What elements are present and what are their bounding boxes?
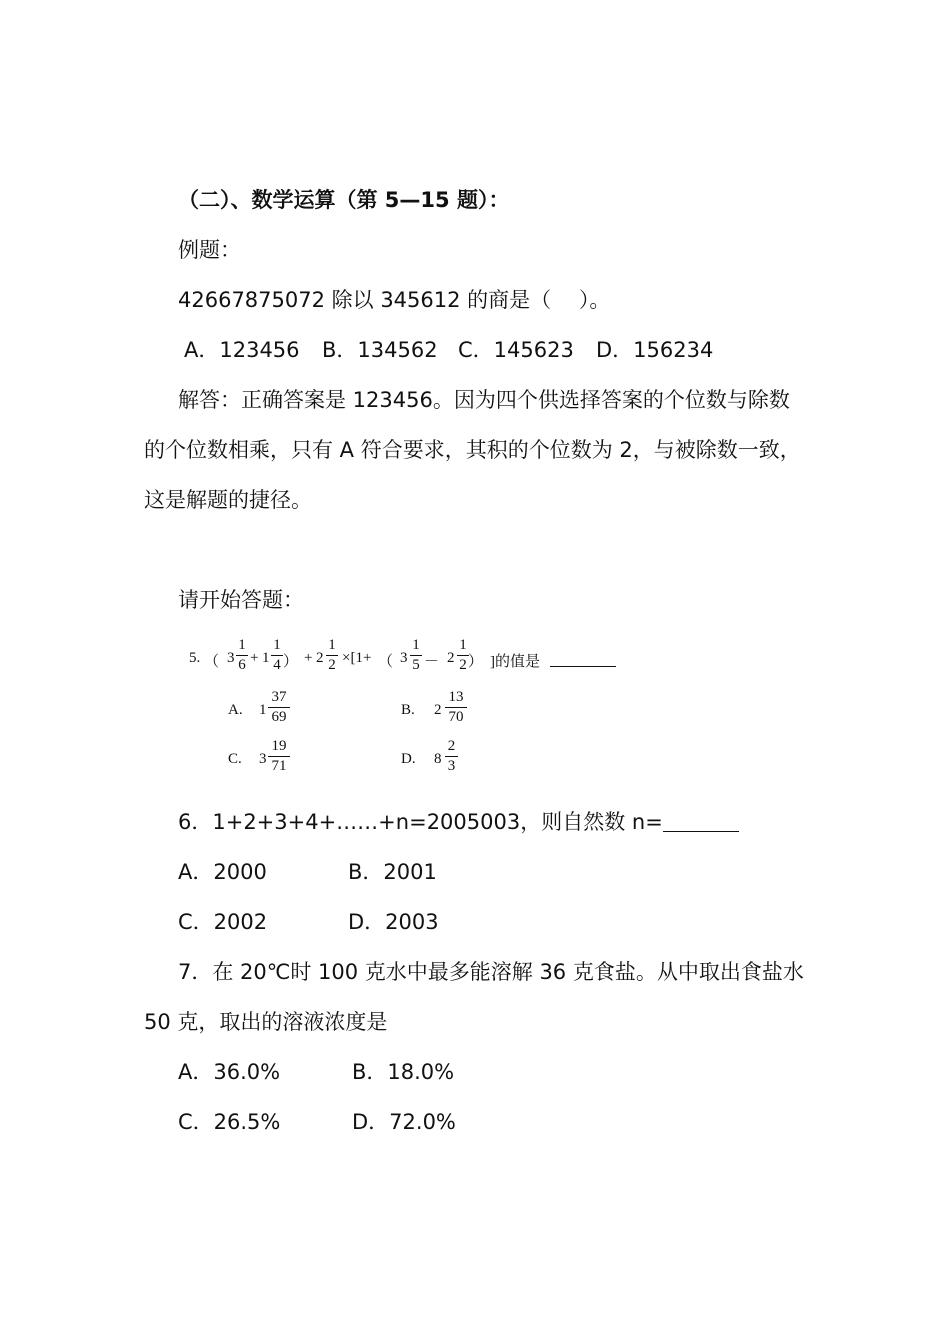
q6-option-d: D．2003	[348, 910, 439, 934]
q7-option-a: A．36.0%	[178, 1060, 281, 1084]
q7-line-2: 50 克，取出的溶液浓度是	[144, 1010, 388, 1034]
q7-line-1: 7．在 20℃时 100 克水中最多能溶解 36 克食盐。从中取出食盐水	[178, 960, 804, 984]
q5-paren-close-2: ）	[468, 654, 484, 670]
start-prompt: 请开始答题：	[178, 588, 304, 612]
q6-answer-blank	[663, 811, 739, 832]
answer-line-3: 这是解题的捷径。	[144, 488, 312, 512]
example-option-c: C．145623	[458, 338, 574, 362]
answer-line-2: 的个位数相乘，只有 A 符合要求，其积的个位数为 2，与被除数一致，	[144, 438, 801, 462]
q5-whole-5: 2	[447, 650, 455, 666]
q5-times: ×[1+	[342, 650, 372, 666]
q5-option-b-fraction: 13 70	[445, 689, 467, 726]
q5-option-d-whole: 8	[434, 751, 442, 767]
q5-plus-1: +	[250, 650, 259, 666]
q5-option-a-whole: 1	[259, 702, 267, 718]
q5-plus-2: +	[304, 650, 313, 666]
q5-option-c-whole: 3	[259, 751, 267, 767]
q5-option-c-fraction: 19 71	[268, 738, 290, 775]
q5-fraction-1: 1 6	[236, 637, 248, 674]
q5-whole-3: 2	[316, 650, 324, 666]
q5-option-d-fraction: 2 3	[445, 738, 458, 775]
example-option-b: B．134562	[322, 338, 438, 362]
q5-minus: －	[424, 654, 440, 670]
q5-fraction-5: 1 2	[457, 637, 469, 674]
q5-paren-close: ）	[283, 654, 299, 670]
q5-fraction-2: 1 4	[271, 637, 283, 674]
section-heading: （二）、数学运算（第 5—15 题）：	[178, 188, 510, 212]
q5-option-d-label: D.	[401, 751, 416, 767]
q5-whole-1: 3	[227, 650, 235, 666]
q5-fraction-4: 1 5	[410, 637, 422, 674]
q5-number: 5.	[189, 650, 201, 666]
example-label: 例题：	[178, 238, 241, 262]
q6-option-c: C．2002	[178, 910, 268, 934]
q5-fraction-3: 1 2	[326, 637, 338, 674]
q5-option-b-whole: 2	[434, 702, 442, 718]
q6-option-a: A．2000	[178, 860, 267, 884]
q5-option-b-label: B.	[401, 702, 415, 718]
q7-option-c: C．26.5%	[178, 1110, 281, 1134]
q5-option-c-label: C.	[228, 751, 242, 767]
q7-option-d: D．72.0%	[352, 1110, 456, 1134]
q5-whole-4: 3	[400, 650, 408, 666]
q5-option-a-fraction: 37 69	[268, 689, 290, 726]
q5-option-a-label: A.	[228, 702, 243, 718]
q5-paren-open-2: （	[378, 654, 394, 670]
example-question: 42667875072 除以 345612 的商是（ ）。	[178, 288, 611, 312]
q5-answer-blank	[550, 666, 616, 667]
q5-whole-2: 1	[262, 650, 270, 666]
q6-option-b: B．2001	[348, 860, 437, 884]
q7-option-b: B．18.0%	[352, 1060, 455, 1084]
example-option-a: A．123456	[184, 338, 300, 362]
q5-paren-open: （	[204, 654, 220, 670]
answer-line-1: 解答：正确答案是 123456。因为四个供选择答案的个位数与除数	[178, 388, 790, 412]
q5-tail: ]的值是	[490, 654, 540, 670]
example-option-d: D．156234	[596, 338, 714, 362]
q6-text: 6．1+2+3+4+……+n=2005003，则自然数 n=	[178, 808, 739, 836]
